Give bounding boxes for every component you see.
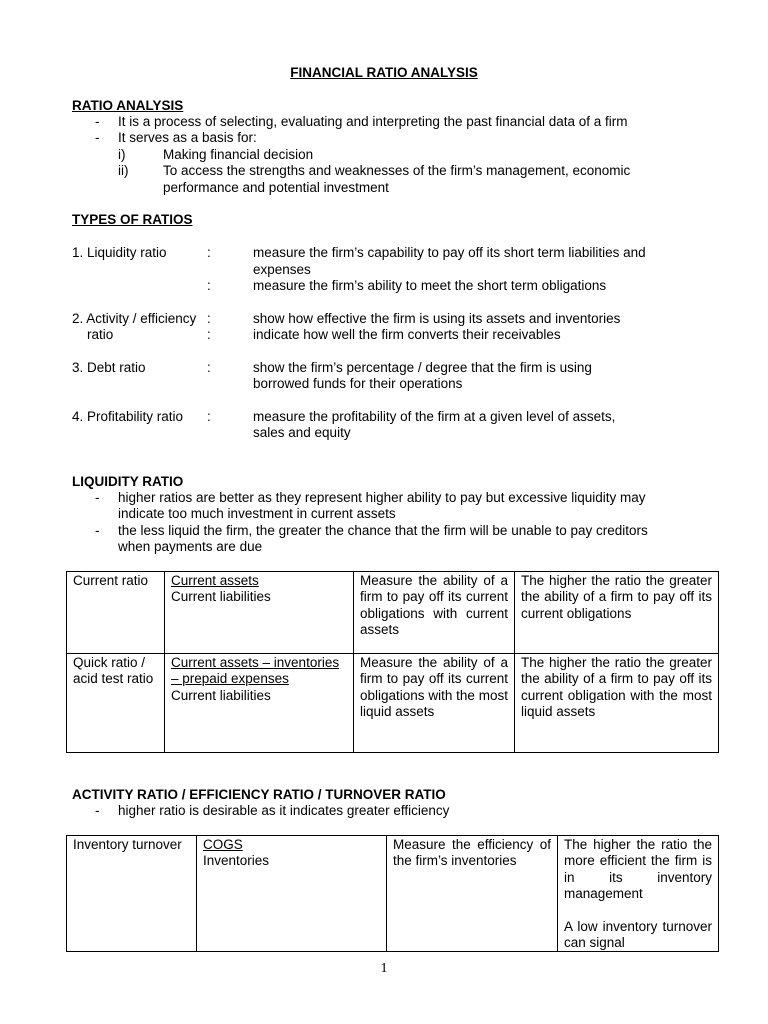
formula-numerator: Current assets — [171, 573, 259, 588]
sub-item-text: performance and potential investment — [163, 180, 389, 195]
document-title: FINANCIAL RATIO ANALYSIS — [290, 65, 478, 80]
bullet-dash: - — [95, 130, 100, 145]
colon: : — [207, 311, 211, 326]
formula-denominator: Current liabilities — [171, 687, 271, 703]
type-description: measure the firm’s ability to meet the short term obligations — [253, 278, 607, 293]
table-row — [67, 654, 719, 753]
type-description: show how effective the firm is using its assets and inventories — [253, 311, 621, 326]
formula-numerator: – prepaid expenses — [171, 671, 289, 687]
formula-numerator: Current assets – inventories — [171, 655, 340, 670]
ratio-name-cell — [67, 572, 165, 654]
colon: : — [207, 409, 211, 424]
colon: : — [207, 327, 211, 342]
formula-cell — [165, 654, 354, 753]
type-description: measure the firm’s capability to pay off its short term liabilities and — [253, 245, 646, 260]
colon: : — [207, 278, 211, 293]
ratio-name: Current ratio — [73, 573, 149, 588]
sub-item-text: Making financial decision — [163, 147, 314, 162]
measure-cell — [354, 572, 515, 654]
interpretation-cell — [558, 836, 719, 952]
type-description: sales and equity — [253, 425, 351, 440]
type-description: borrowed funds for their operations — [253, 376, 463, 391]
liquidity-bullet-text: indicate too much investment in current assets — [118, 506, 396, 521]
liquidity-bullet-text: higher ratios are better as they represent higher ability to pay but excessive liquidity may — [118, 490, 646, 505]
measure-text: Measure the ability of a firm to pay off its current obligations with current assets — [360, 573, 508, 638]
ratio-name-cell — [67, 654, 165, 753]
colon: : — [207, 360, 211, 375]
ratio-analysis-bullet-1: It is a process of selecting, evaluating and interpreting the past financial data of a firm — [118, 114, 628, 129]
ratio-name: Inventory turnover — [73, 837, 182, 852]
sub-item-text: To access the strengths and weaknesses of the firm’s management, economic — [163, 163, 631, 178]
interpretation-text: The higher the ratio the more efficient the firm is in its inventory management — [564, 837, 712, 902]
type-description: measure the profitability of the firm at a given level of assets, — [253, 409, 616, 424]
colon: : — [207, 245, 211, 260]
table-row — [67, 836, 719, 952]
liquidity-ratio-table — [66, 571, 719, 753]
activity-ratio-table — [66, 835, 719, 952]
sub-item-number: ii) — [118, 163, 129, 178]
liquidity-heading: LIQUIDITY RATIO — [72, 474, 184, 489]
bullet-dash: - — [95, 490, 100, 505]
formula-cell — [165, 572, 354, 654]
interpretation-text: A low inventory turnover can signal — [564, 918, 712, 951]
interpretation-text: The higher the ratio the greater the ability of a firm to pay off its current obligation with the most liquid assets — [521, 655, 712, 720]
interpretation-text: The higher the ratio the greater the ability of a firm to pay off its current obligations — [521, 573, 712, 621]
bullet-dash: - — [95, 523, 100, 538]
liquidity-bullet-text: the less liquid the firm, the greater the chance that the firm will be unable to pay creditors — [118, 523, 648, 538]
measure-text: Measure the efficiency of the firm’s inventories — [393, 837, 551, 869]
measure-cell — [354, 654, 515, 753]
types-heading: TYPES OF RATIOS — [72, 212, 193, 227]
formula-denominator: Current liabilities — [171, 589, 271, 605]
formula-numerator: COGS — [203, 837, 243, 852]
bullet-dash: - — [95, 114, 100, 129]
ratio-analysis-heading: RATIO ANALYSIS — [72, 98, 184, 113]
page-number: 1 — [380, 961, 388, 976]
type-name: 4. Profitability ratio — [72, 409, 184, 424]
type-name: 3. Debt ratio — [72, 360, 146, 375]
ratio-name: Quick ratio / acid test ratio — [73, 655, 154, 687]
type-description: expenses — [253, 262, 311, 277]
table-row — [67, 572, 719, 654]
measure-cell — [387, 836, 558, 952]
bullet-dash: - — [95, 803, 100, 818]
interpretation-cell — [515, 572, 719, 654]
interpretation-cell — [515, 654, 719, 753]
sub-item-number: i) — [118, 147, 126, 162]
activity-heading: ACTIVITY RATIO / EFFICIENCY RATIO / TURNOVER RATIO — [72, 787, 446, 802]
type-name: ratio — [87, 327, 114, 342]
formula-cell — [197, 836, 387, 952]
formula-denominator: Inventories — [203, 853, 270, 869]
activity-bullet-text: higher ratio is desirable as it indicates greater efficiency — [118, 803, 450, 818]
measure-text: Measure the ability of a firm to pay off its current obligations with the most liquid assets — [360, 655, 508, 720]
liquidity-bullet-text: when payments are due — [118, 539, 263, 554]
ratio-analysis-bullet-2: It serves as a basis for: — [118, 130, 257, 145]
type-name: 1. Liquidity ratio — [72, 245, 167, 260]
type-description: indicate how well the firm converts their receivables — [253, 327, 561, 342]
ratio-name-cell — [67, 836, 197, 952]
type-description: show the firm’s percentage / degree that the firm is using — [253, 360, 592, 375]
type-name: 2. Activity / efficiency — [72, 311, 197, 326]
